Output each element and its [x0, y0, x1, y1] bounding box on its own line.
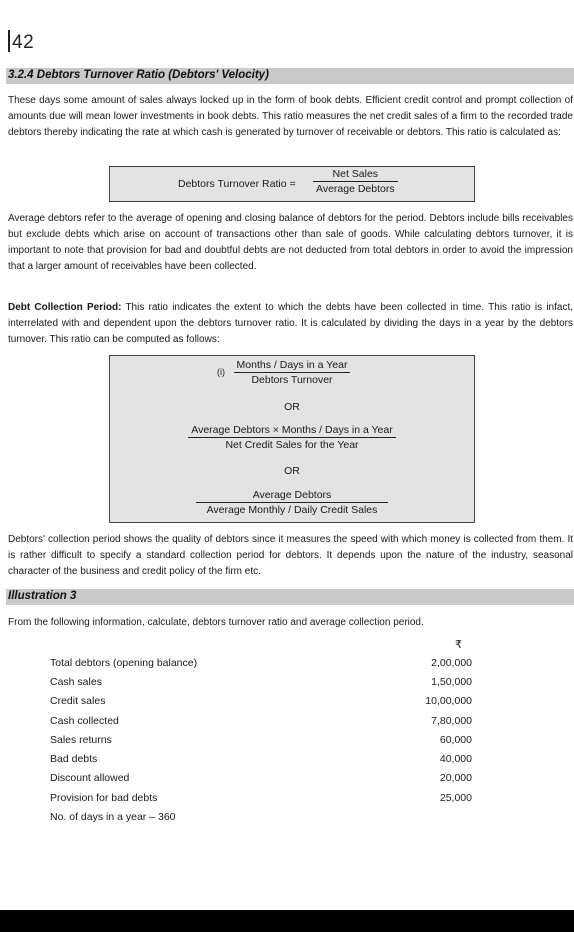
- row-label: Cash collected: [50, 715, 119, 727]
- table-row: [50, 792, 474, 811]
- row-label: Cash sales: [50, 676, 102, 688]
- formula-index: (i): [217, 367, 225, 377]
- collection-period-paragraph: [8, 300, 573, 348]
- table-row: [50, 657, 474, 676]
- row-value: 40,000: [439, 753, 472, 765]
- row-label: Bad debts: [50, 753, 98, 765]
- row-value: 60,000: [439, 734, 472, 746]
- row-label: Credit sales: [50, 695, 106, 707]
- table-row: [50, 753, 474, 772]
- row-value: 1,50,000: [431, 676, 472, 688]
- table-row: [50, 676, 474, 695]
- collection-period-formula-box: [109, 355, 475, 523]
- row-value: 10,00,000: [425, 695, 472, 707]
- table-row: [50, 772, 474, 791]
- illustration-heading-bar: [6, 589, 574, 605]
- illustration-intro: From the following information, calculate, debtors turnover ratio and average collection period.: [8, 617, 424, 628]
- collection-period-heading: Debt Collection Period:: [8, 302, 122, 313]
- formula-label: Debtors Turnover Ratio =: [178, 178, 296, 190]
- page-number-text: 42: [12, 32, 35, 53]
- debtors-turnover-formula-box: [109, 166, 475, 202]
- row-value: 7,80,000: [431, 715, 472, 727]
- row-value: 25,000: [439, 792, 472, 804]
- section-title: 3.2.4 Debtors Turnover Ratio (Debtors' Velocity): [8, 69, 269, 81]
- row-label: No. of days in a year – 360: [50, 811, 176, 823]
- page-number-bar: [8, 30, 10, 52]
- formula-row-3: [110, 489, 474, 516]
- formula-1-numerator: Months / Days in a Year: [234, 359, 351, 373]
- bottom-black-band: [0, 910, 574, 932]
- formula-row-1: [110, 359, 474, 386]
- row-label: Provision for bad debts: [50, 792, 158, 804]
- formula-1-denominator: Debtors Turnover: [251, 374, 333, 386]
- or-separator-2: OR: [284, 465, 300, 477]
- collection-period-text: This ratio indicates the extent to which the debts have been collected in time. This ratio is infact, interrelated with and dependent upon the debtors turnover ratio. It is calculated by dividing the days in a year by the debtors turnover. This ratio can be computed as follows:: [8, 302, 574, 345]
- formula-fraction: [313, 168, 398, 195]
- currency-symbol: ₹: [455, 639, 462, 651]
- formula-3-fraction: [196, 489, 388, 516]
- formula-2-denominator: Net Credit Sales for the Year: [225, 439, 359, 451]
- formula-row-2: [110, 424, 474, 451]
- row-value: 2,00,000: [431, 657, 472, 669]
- table-row: [50, 811, 474, 830]
- page-number: [8, 30, 34, 54]
- row-value: 20,000: [439, 772, 472, 784]
- or-separator-1: OR: [284, 401, 300, 413]
- formula-denominator: Average Debtors: [316, 183, 395, 195]
- formula-1-fraction: [234, 359, 351, 386]
- row-label: Total debtors (opening balance): [50, 657, 198, 669]
- formula-2-numerator: Average Debtors × Months / Days in a Year: [188, 424, 395, 438]
- formula-3-denominator: Average Monthly / Daily Credit Sales: [206, 504, 378, 516]
- illustration-title: Illustration 3: [8, 590, 77, 602]
- table-row: [50, 715, 474, 734]
- row-label: Sales returns: [50, 734, 112, 746]
- intro-paragraph: These days some amount of sales always locked up in the form of book debts. Efficient credit control and prompt collection of amounts due will mean lower investments in book debts. This ratio measures the net credit sales of a firm to the recorded trade debtors thereby indicating the rate at which cash is generated by turnover of receivable or debtors. This ratio is calculated as:: [8, 95, 573, 138]
- section-heading-bar: [6, 68, 574, 84]
- formula-2-fraction: [188, 424, 395, 451]
- row-label: Discount allowed: [50, 772, 130, 784]
- average-debtors-paragraph: Average debtors refer to the average of opening and closing balance of debtors for the period. Debtors include bills receivables but exclude debts which arise on account of transactions other than sale of goods. While calculating debtors turnover, it is important to note that provision for bad and doubtful debts are not deducted from total debtors in order to avoid the impression that a larger amount of receivables have been collected.: [8, 213, 573, 272]
- table-row: [50, 695, 474, 714]
- formula-3-numerator: Average Debtors: [196, 489, 388, 503]
- quality-paragraph: Debtors' collection period shows the quality of debtors since it measures the speed with which money is collected from them. It is rather difficult to specify a standard collection period for debtors. It depends upon the nature of the industry, seasonal character of the business and credit policy of the firm etc.: [8, 534, 573, 577]
- formula-numerator: Net Sales: [313, 168, 398, 182]
- table-row: [50, 734, 474, 753]
